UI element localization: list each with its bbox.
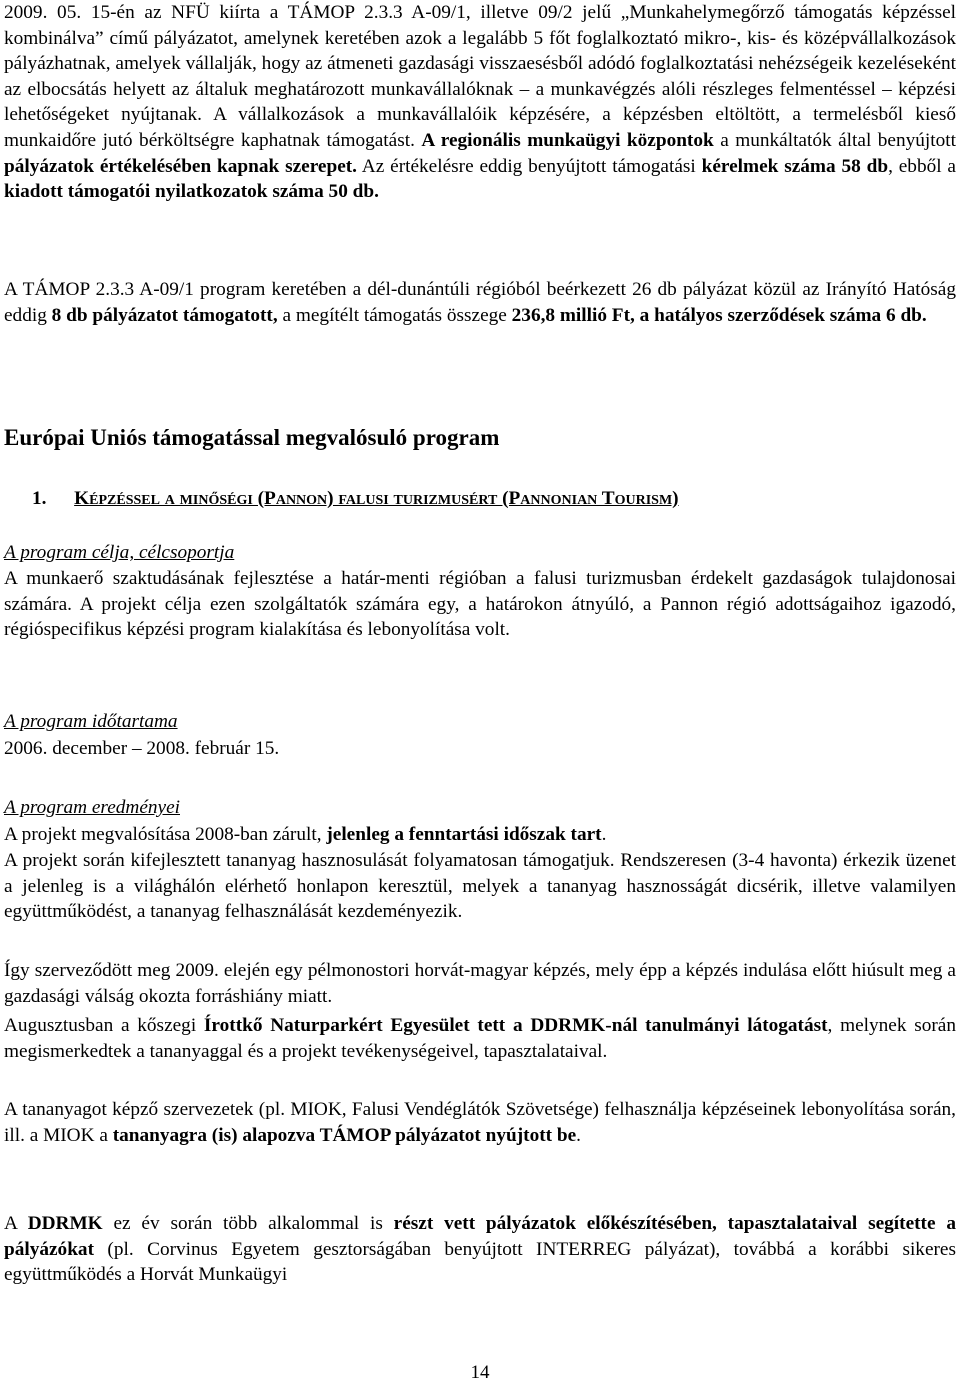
bold-text-run: A regionális munkaügyi központok [421, 129, 714, 151]
text-run: a megítélt támogatás összege [277, 304, 512, 326]
text-run: , ebből a [888, 155, 956, 177]
result-paragraph-4 [4, 1013, 956, 1064]
text-run: , melynek során megismerkedtek a tananyaggal és a projekt tevékenységeivel, tapasztalataival. [4, 1015, 956, 1062]
text-run: A TÁMOP 2.3.3 A-09/1 program keretében a dél-dunántúli régióból beérkezett 26 db pályázat közül az Irányító Hatóság eddig [4, 279, 956, 326]
text-run: 2009. 05. 15-én az NFÜ kiírta a TÁMOP 2.3.3 A-09/1, illetve 09/2 jelű „Munkahelymegőrző támogatás képzéssel kombinálva” című pályázatot, amelynek keretében azok a legalább 5 főt foglalkoztató mikro-, kis- és középvállalkozások pályázhatnak, amelyek vállalják, hogy az átmeneti gazdasági visszaesésből adódó foglalkoztatási nehézségeik kezeléseként az elbocsátás helyett az általuk meghatározott munkavállalóknak – a munkavégzés alóli részleges felmentéssel – képzési lehetőségeket nyújtanak. A vállalkozások a munkavállalóik képzésére, a képzésben eltöltött, a termelésből kieső munkaidőre jutó bérköltségre kaphatnak támogatást. [4, 2, 956, 151]
text-run: a munkáltatók által benyújtott [713, 129, 956, 151]
bold-text-run: kérelmek száma 58 db [701, 155, 889, 177]
text-run: (pl. Corvinus Egyetem gesztorságában benyújtott INTERREG pályázat), továbbá a korábbi sikeres együttműködés a Horvát Munkaügyi [4, 1238, 956, 1286]
bold-text-run: DDRMK [27, 1213, 103, 1234]
result-paragraph-2 [4, 848, 956, 925]
result-paragraph-5 [4, 1097, 956, 1148]
section-heading: Európai Uniós támogatással megvalósuló program [4, 425, 500, 450]
bold-text-run: pályázatok értékelésében kapnak szerepet. [4, 155, 357, 177]
text-run: ez év során több alkalommal is [102, 1213, 394, 1234]
text-run: A tananyagot képző szervezetek (pl. MIOK, Falusi Vendéglátók Szövetsége) felhasználja képzéseinek lebonyolítása során, ill. a MIOK a [4, 1099, 956, 1146]
text-run: Így szerveződött meg 2009. elején egy pélmonostori horvát-magyar képzés, mely épp a képzés indulása előtt hiúsult meg a gazdasági válság okozta forráshiány miatt. [4, 960, 956, 1007]
text-run: . [601, 824, 607, 845]
duration-text: 2006. december – 2008. február 15. [4, 738, 280, 759]
bold-text-run: Írottkő Naturparkért Egyesület tett a DDRMK-nál tanulmányi látogatást [203, 1015, 828, 1036]
text-run: A projekt megvalósítása 2008-ban zárult, [4, 824, 327, 845]
bold-text-run: kiadott támogatói nyilatkozatok száma 50 db. [4, 181, 379, 203]
paragraph-tamop-announcement [4, 0, 956, 205]
result-paragraph-6 [4, 1211, 956, 1288]
bold-text-run: 8 db pályázatot támogatott, [51, 304, 278, 326]
goal-text: A munkaerő szaktudásának fejlesztése a határ-menti régióban a falusi turizmusban érdekelt gazdaságok tulajdonosai számára. A projekt célja ezen szolgáltatók számára egy, a határokon átnyúló, a Pannon régió adottságaihoz igazodó, régióspecifikus képzési program kialakítása és lebonyolítása volt. [4, 568, 956, 641]
bold-text-run: 236,8 millió Ft, a hatályos szerződések száma 6 db. [511, 304, 927, 326]
text-run: Augusztusban a kőszegi [4, 1015, 204, 1036]
bold-text-run: jelenleg a fenntartási időszak tart [326, 824, 602, 845]
bold-text-run: tananyagra (is) alapozva TÁMOP pályázatot nyújtott be [112, 1124, 577, 1146]
project-number: 1. [32, 488, 47, 509]
goal-heading: A program célja, célcsoportja [4, 542, 235, 563]
text-run: . [576, 1124, 581, 1146]
duration-heading: A program időtartama [4, 711, 178, 732]
project-title [4, 486, 956, 512]
page-number: 14 [470, 1362, 490, 1383]
bold-text-run: részt vett pályázatok előkészítésében, tapasztalataival segítette a pályázókat [4, 1213, 956, 1260]
text-run: A projekt során kifejlesztett tananyag hasznosulását folyamatosan támogatjuk. Rendszeresen (3-4 havonta) érkezik üzenet a jelenleg is a világhálón elérhető honlapon keresztül, melyek a tananyag hasznosságát dicsérik, illetve valamilyen együttműködést, a tananyag felhasználását kezdeményezik. [4, 850, 956, 923]
project-title-text: Képzéssel a minőségi (Pannon) falusi turizmusért (Pannonian Tourism) [74, 488, 679, 509]
result-paragraph-1 [4, 822, 956, 848]
result-paragraph-3 [4, 958, 956, 1009]
results-heading: A program eredményei [4, 797, 180, 818]
paragraph-tamop-results [4, 277, 956, 328]
text-run: Az értékelésre eddig benyújtott támogatási [357, 155, 702, 177]
text-run: A [4, 1213, 28, 1234]
